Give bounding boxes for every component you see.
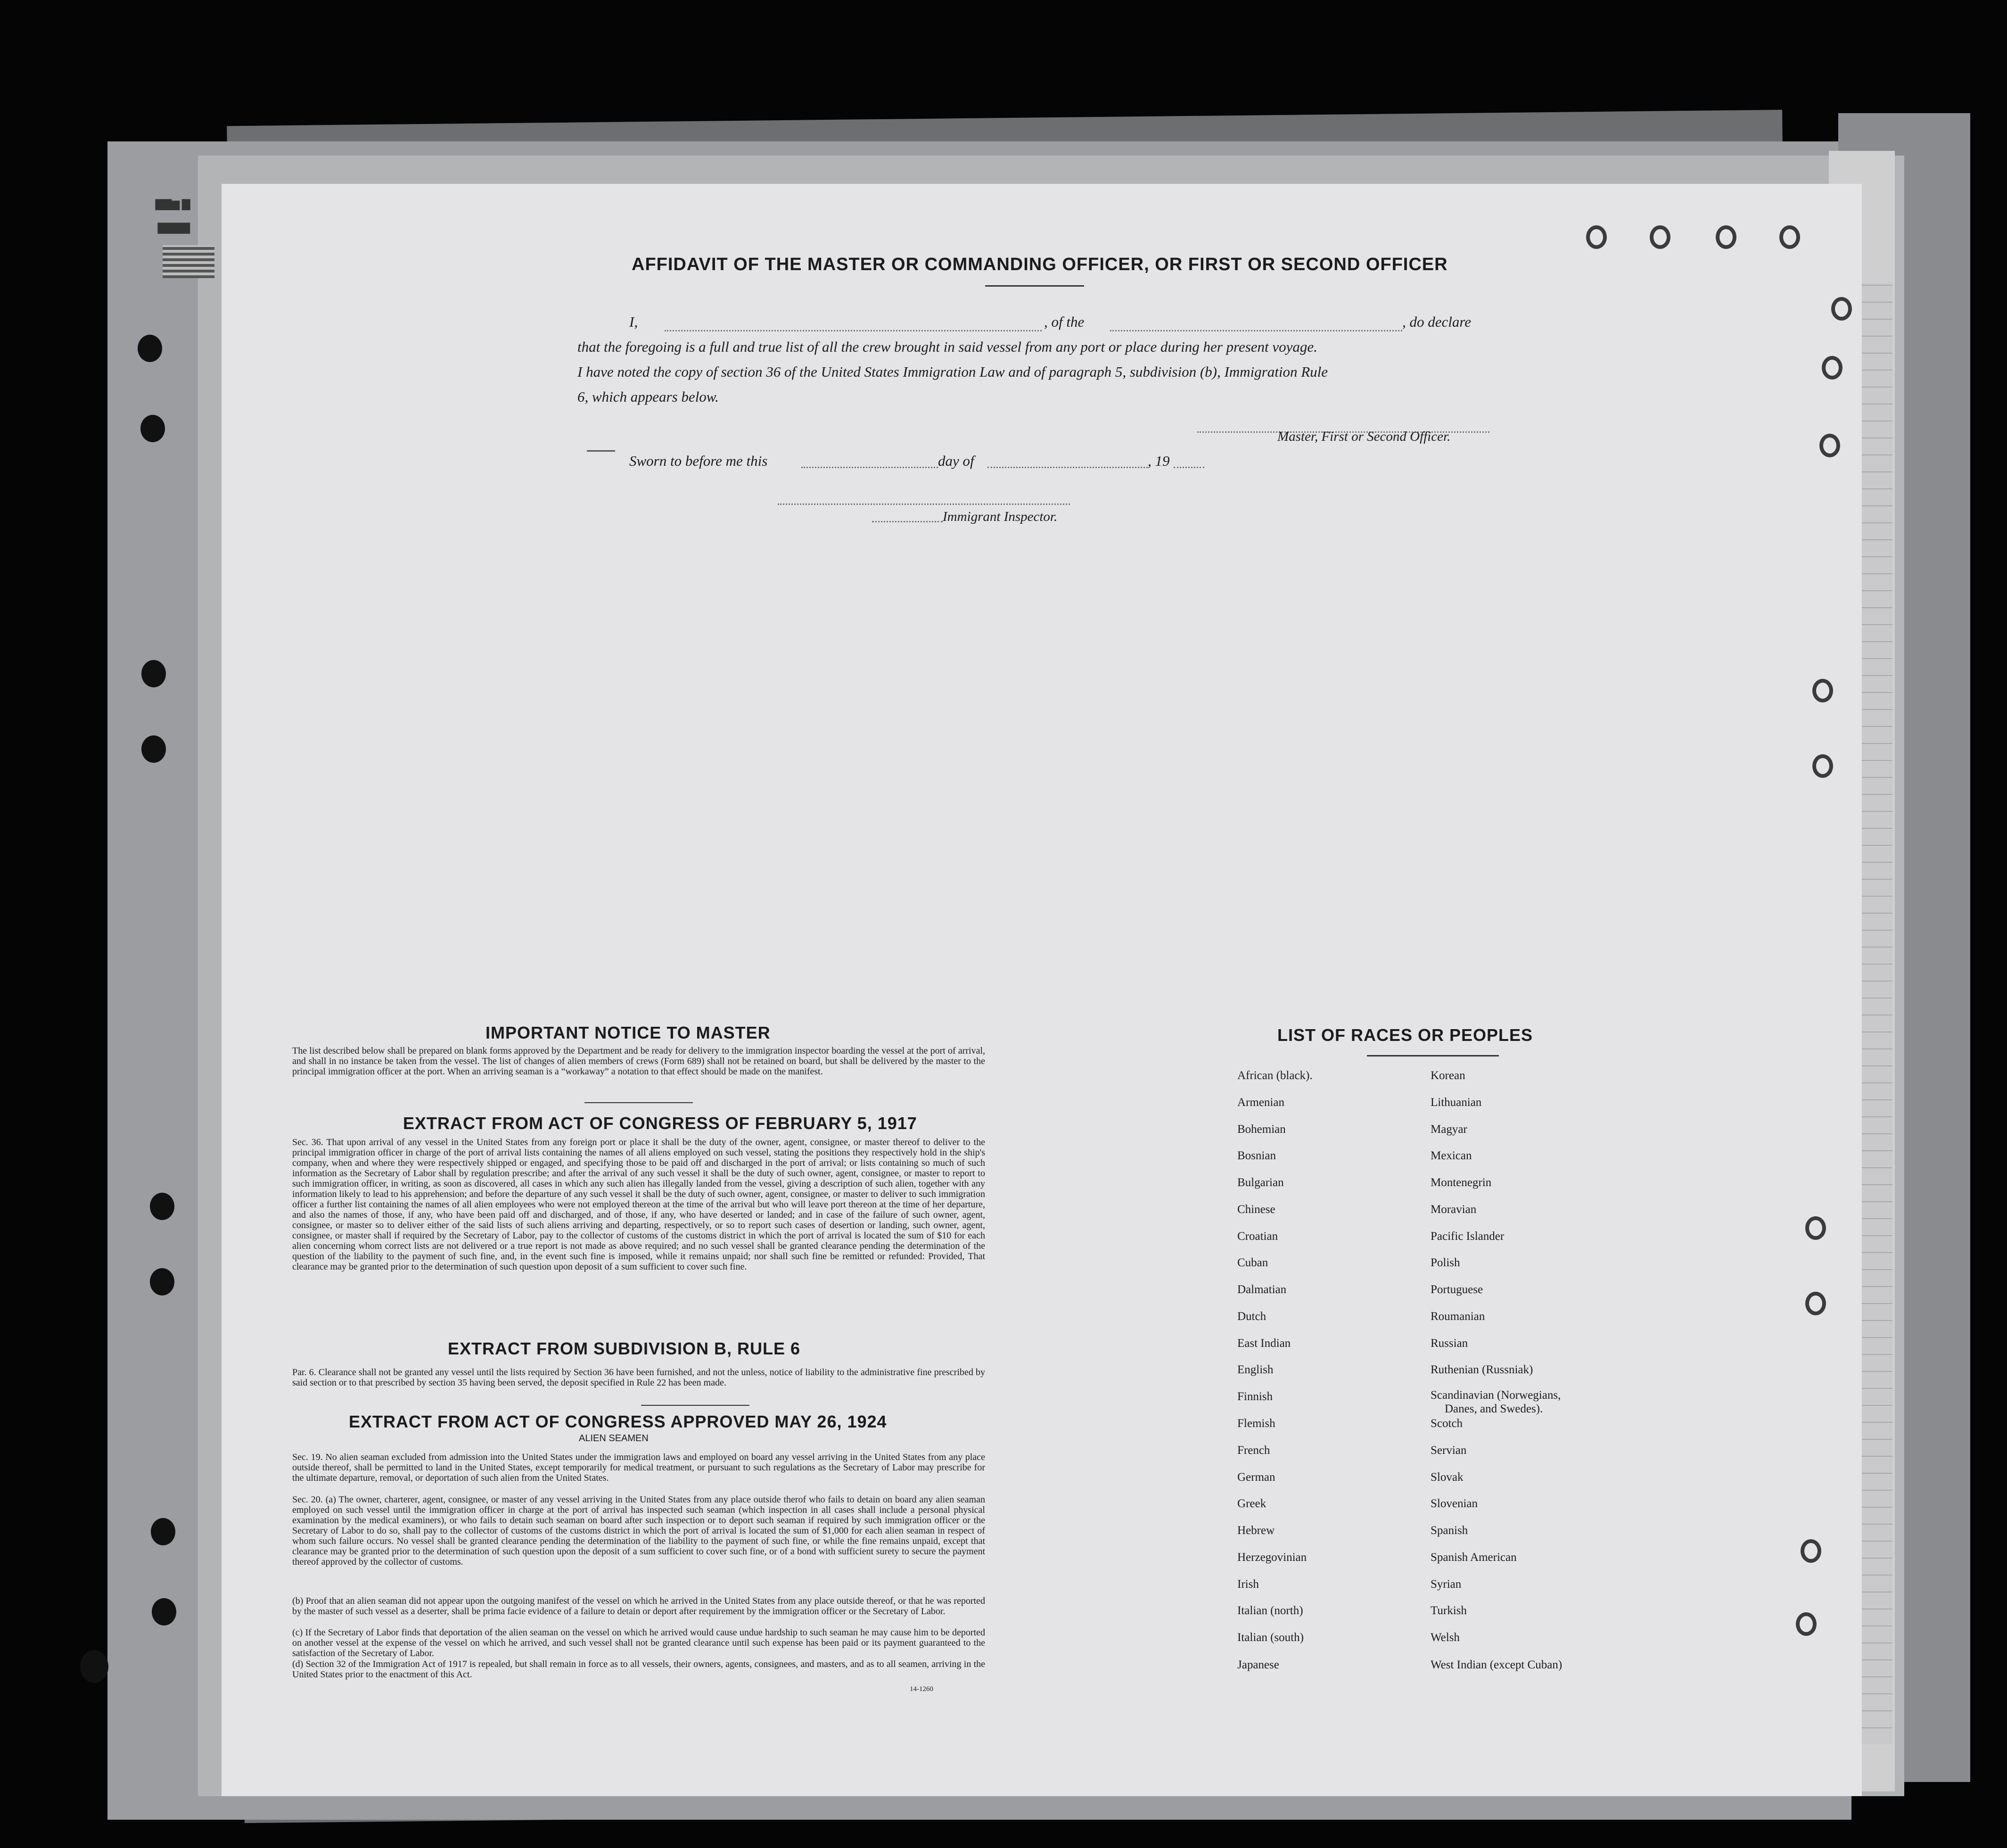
race-item: Chinese <box>1237 1203 1275 1216</box>
stamp-mark-1: ▇▇▆ ▇ <box>156 198 190 210</box>
punch-hole <box>80 1650 108 1683</box>
extract-1924-sec19: Sec. 19. No alien seaman excluded from admission into the United States under the immigration laws and employed on board any vessel arriving in the United States from any place outside thereof, shall be permitted to land in the United States, except temporarily for medical treatment, or pursuant to such regulations as the Secretary of Labor may prescribe for the ultimate departure, removal, or deportation of such alien from the United States. <box>292 1452 985 1483</box>
punch-hole <box>151 1518 175 1545</box>
race-item: Ruthenian (Russniak) <box>1431 1363 1533 1376</box>
binder-ring <box>1812 679 1833 702</box>
race-item: Dutch <box>1237 1310 1267 1323</box>
punch-hole <box>150 1268 174 1295</box>
binder-ring <box>1812 754 1833 778</box>
affidavit-line-3: I have noted the copy of section 36 of the United States Immigration Law and of paragraph 5, subdivision (b), Immigration Rule <box>577 363 1328 380</box>
extract-1917-body: Sec. 36. That upon arrival of any vessel in the United States from any foreign port or place it shall be the duty of the owner, agent, consignee, or master thereof to deliver to the principal immigration officer in charge of the port of arrival lists containing the names of all aliens employed on such vessel, stating the positions they respectively hold in the ship's company, when and where they were respectively shipped or engaged, and specifying those to be paid off and discharged in the port of arrival; or lists containing so much of such information as the Secretary of Labor shall by regulation prescribe; and after the arrival of any such vessel it shall be the duty of such owner, agent, consignee, or master to report to such immigration officer, in writing, as soon as discovered, all cases in which any such alien has illegally landed from the vessel, giving a description of such alien, together with any information likely to lead to his apprehension; and before the departure of any such vessel it shall be the duty of such owner, agent, consignee, or master to deliver to such immigration officer a further list containing the names of all alien employees who were not employed thereon at the time of the arrival but who will leave port thereon at the time of her departure, and also the names of those, if any, who have been paid off and discharged, and of those, if any, who have deserted or landed; and in case of the failure of such owner, agent, consignee, or master so to deliver either of the said lists of such aliens arriving and departing, respectively, or so to report such cases of desertion or landing, such owner, agent, consignee, or master shall if required by the Secretary of Labor, pay to the collector of customs of the customs district in which the port of arrival is located the sum of $10 for each alien concerning whom correct lists are not delivered or a true report is not made as above required; and no such vessel shall be granted clearance pending the determination of the question of the liability to the payment of such fine, and, in the event such fine is imposed, while it remains unpaid; nor shall such fine be remitted or refunded: Provided, That clearance may be granted prior to the determination of such question upon deposit of a sum sufficient to cover such fine. <box>292 1137 985 1272</box>
race-item: Finnish <box>1237 1390 1273 1403</box>
extract-rule6-body: Par. 6. Clearance shall not be granted any vessel until the lists required by Section 36 have been furnished, and not the unless, notice of liability to the administrative fine prescribed by said section or to that prescribed by section 35 having been served, the deposit specified in Rule 22 has been made. <box>292 1367 985 1388</box>
binder-ring <box>1650 225 1670 249</box>
extract-rule6-title: EXTRACT FROM SUBDIVISION B, RULE 6 <box>448 1339 801 1358</box>
extract-1924-sec20b: (b) Proof that an alien seaman did not appear upon the outgoing manifest of the vessel on which he arrived in the United States from any place outside thereof, or that he was reported by the master of such vessel as a deserter, shall be prima facie evidence of a failure to detain or deport after requirement by the immigration officer or the Secretary of Labor. <box>292 1596 985 1617</box>
race-item: Slovak <box>1431 1471 1464 1484</box>
inspector-blank[interactable] <box>778 503 1070 505</box>
race-item: Scandinavian (Norwegians, <box>1431 1389 1561 1402</box>
binder-ring <box>1586 225 1607 249</box>
extract-1917-title: EXTRACT FROM ACT OF CONGRESS OF FEBRUARY 5, 1917 <box>403 1114 917 1133</box>
race-item: Cuban <box>1237 1256 1268 1269</box>
inspector-blank-2 <box>872 521 943 522</box>
vessel-blank[interactable] <box>1110 330 1402 331</box>
race-item: Slovenian <box>1431 1497 1478 1510</box>
race-item: Welsh <box>1431 1631 1460 1644</box>
name-blank[interactable] <box>665 330 1042 331</box>
punch-hole <box>141 735 166 763</box>
race-item: Montenegrin <box>1431 1176 1492 1189</box>
race-item: East Indian <box>1237 1337 1291 1350</box>
race-item: Italian (south) <box>1237 1631 1304 1644</box>
race-item: Roumanian <box>1431 1310 1485 1323</box>
binder-ring <box>1819 434 1840 457</box>
binder-ring <box>1805 1216 1826 1240</box>
pen-mark <box>587 450 615 452</box>
race-item: Danes, and Swedes). <box>1445 1402 1543 1415</box>
race-item: German <box>1237 1471 1275 1484</box>
extract-1924-sec20a: Sec. 20. (a) The owner, charterer, agent, consignee, or master of any vessel arriving in the United States from any place outside therof who fails to detain on board any alien seaman employed on such vessel until the immigration officer in charge at the port of arrival has inspected such seaman (which inspection in all cases shall include a personal physical examination by the medical examiners), or who fails to detain such seaman on board after such inspection or to deport such seaman if required by such immigration officer or the Secretary of Labor to do so, shall pay to the collector of customs of the customs district in which the port of arrival is located the sum of $1,000 for each alien seaman in respect of whom such failure occurs. No vessel shall be granted clearance pending the determination of the liability to the payment of such fine, or while the fine remains unpaid, except that clearance may be granted prior to the determination of such question upon the deposit of a sum sufficient to cover such fine, or of a bond with sufficient surety to secure the payment thereof approved by the collector of customs. <box>292 1494 985 1567</box>
race-item: Korean <box>1431 1069 1465 1082</box>
binder-ring <box>1822 356 1842 380</box>
binder-ring <box>1831 297 1852 321</box>
year-prefix: , 19 <box>1148 453 1170 469</box>
binder-ring <box>1796 1612 1817 1636</box>
affidavit-line-4: 6, which appears below. <box>577 388 719 405</box>
stamp-mark-2: ▇▇▇▇ <box>158 222 190 233</box>
race-item: Portuguese <box>1431 1283 1483 1296</box>
signer-label: Master, First or Second Officer. <box>1277 429 1451 444</box>
divider <box>641 1405 749 1406</box>
race-item: Magyar <box>1431 1123 1467 1136</box>
punch-hole <box>152 1598 176 1625</box>
binder-ring <box>1805 1292 1826 1315</box>
race-item: Croatian <box>1237 1230 1278 1243</box>
extract-1924-title: EXTRACT FROM ACT OF CONGRESS APPROVED MAY 26, 1924 <box>349 1412 887 1431</box>
race-item: West Indian (except Cuban) <box>1431 1658 1563 1671</box>
affidavit-declare: , do declare <box>1402 314 1472 330</box>
race-item: Lithuanian <box>1431 1096 1482 1109</box>
sworn-label: Sworn to before me this <box>629 453 768 469</box>
extract-1924-sec20c: (c) If the Secretary of Labor finds that deportation of the alien seaman on the vessel on which he arrived would cause undue hardship to such seaman he may cause him to be deported on another vessel at the expense of the vessel on which he arrived, and such vessel shall not be granted clearance until such expense has been paid or its payment guaranteed to the satisfaction of the Secretary of Labor. <box>292 1627 985 1658</box>
race-item: Armenian <box>1237 1096 1284 1109</box>
punch-hole <box>150 1193 174 1220</box>
race-item: Scotch <box>1431 1417 1463 1430</box>
race-item: Spanish <box>1431 1524 1468 1537</box>
race-item: Bohemian <box>1237 1123 1286 1136</box>
extract-1924-subtitle: ALIEN SEAMEN <box>579 1433 649 1444</box>
race-item: Spanish American <box>1431 1551 1517 1564</box>
month-blank[interactable] <box>987 467 1148 468</box>
binder-ring <box>1801 1539 1821 1563</box>
title-underline <box>985 285 1084 287</box>
race-item: Servian <box>1431 1444 1467 1457</box>
race-item: Japanese <box>1237 1658 1279 1671</box>
race-item: Hebrew <box>1237 1524 1275 1537</box>
notice-title: IMPORTANT NOTICE TO MASTER <box>485 1023 771 1042</box>
binder-ring <box>1779 225 1800 249</box>
form-number: 14-1260 <box>910 1685 933 1693</box>
binder-ring <box>1716 225 1736 249</box>
day-of-label: day of <box>938 453 974 469</box>
inspector-label: Immigrant Inspector. <box>943 509 1058 524</box>
affidavit-of-the: , of the <box>1044 314 1085 330</box>
year-blank[interactable] <box>1174 467 1204 468</box>
race-item: Flemish <box>1237 1417 1275 1430</box>
extract-1924-sec20d: (d) Section 32 of the Immigration Act of 1917 is repealed, but shall remain in force as to all vessels, their owners, agents, consignees, and masters, and as to all seamen, arriving in the United States prior to the enactment of this Act. <box>292 1659 985 1680</box>
race-item: Greek <box>1237 1497 1267 1510</box>
affidavit-i: I, <box>629 314 638 330</box>
affidavit-title: AFFIDAVIT OF THE MASTER OR COMMANDING OFFICER, OR FIRST OR SECOND OFFICER <box>632 255 1448 274</box>
race-item: Pacific Islander <box>1431 1230 1505 1243</box>
race-item: Turkish <box>1431 1604 1467 1617</box>
race-item: Syrian <box>1431 1578 1462 1591</box>
race-item: French <box>1237 1444 1270 1457</box>
race-item: English <box>1237 1363 1274 1376</box>
punch-hole <box>141 660 166 687</box>
punch-hole <box>140 415 165 442</box>
races-title: LIST OF RACES OR PEOPLES <box>1277 1025 1533 1045</box>
races-underline <box>1367 1055 1499 1056</box>
race-item: Irish <box>1237 1578 1259 1591</box>
race-item: Italian (north) <box>1237 1604 1303 1617</box>
race-item: African (black). <box>1237 1069 1313 1082</box>
stamp-mark-3 <box>163 245 214 278</box>
race-item: Polish <box>1431 1256 1460 1269</box>
race-item: Bosnian <box>1237 1149 1276 1162</box>
race-item: Mexican <box>1431 1149 1472 1162</box>
affidavit-line-2: that the foregoing is a full and true list of all the crew brought in said vessel from any port or place during her present voyage. <box>577 338 1317 355</box>
race-item: Bulgarian <box>1237 1176 1284 1189</box>
race-item: Russian <box>1431 1337 1468 1350</box>
race-item: Dalmatian <box>1237 1283 1287 1296</box>
race-item: Herzegovinian <box>1237 1551 1307 1564</box>
notice-body: The list described below shall be prepared on blank forms approved by the Department and be ready for delivery to the immigration inspector boarding the vessel at the port of arrival, and shall in no instance be taken from the vessel. The list of changes of alien members of crews (Form 689) shall not be retained on board, but shall be delivered by the master to the principal immigration officer at the port. When an arriving seaman is a “workaway” a notation to that effect should be made on the manifest. <box>292 1046 985 1077</box>
day-blank[interactable] <box>801 467 938 468</box>
punch-hole <box>138 335 162 362</box>
divider <box>584 1102 693 1103</box>
race-item: Moravian <box>1431 1203 1477 1216</box>
